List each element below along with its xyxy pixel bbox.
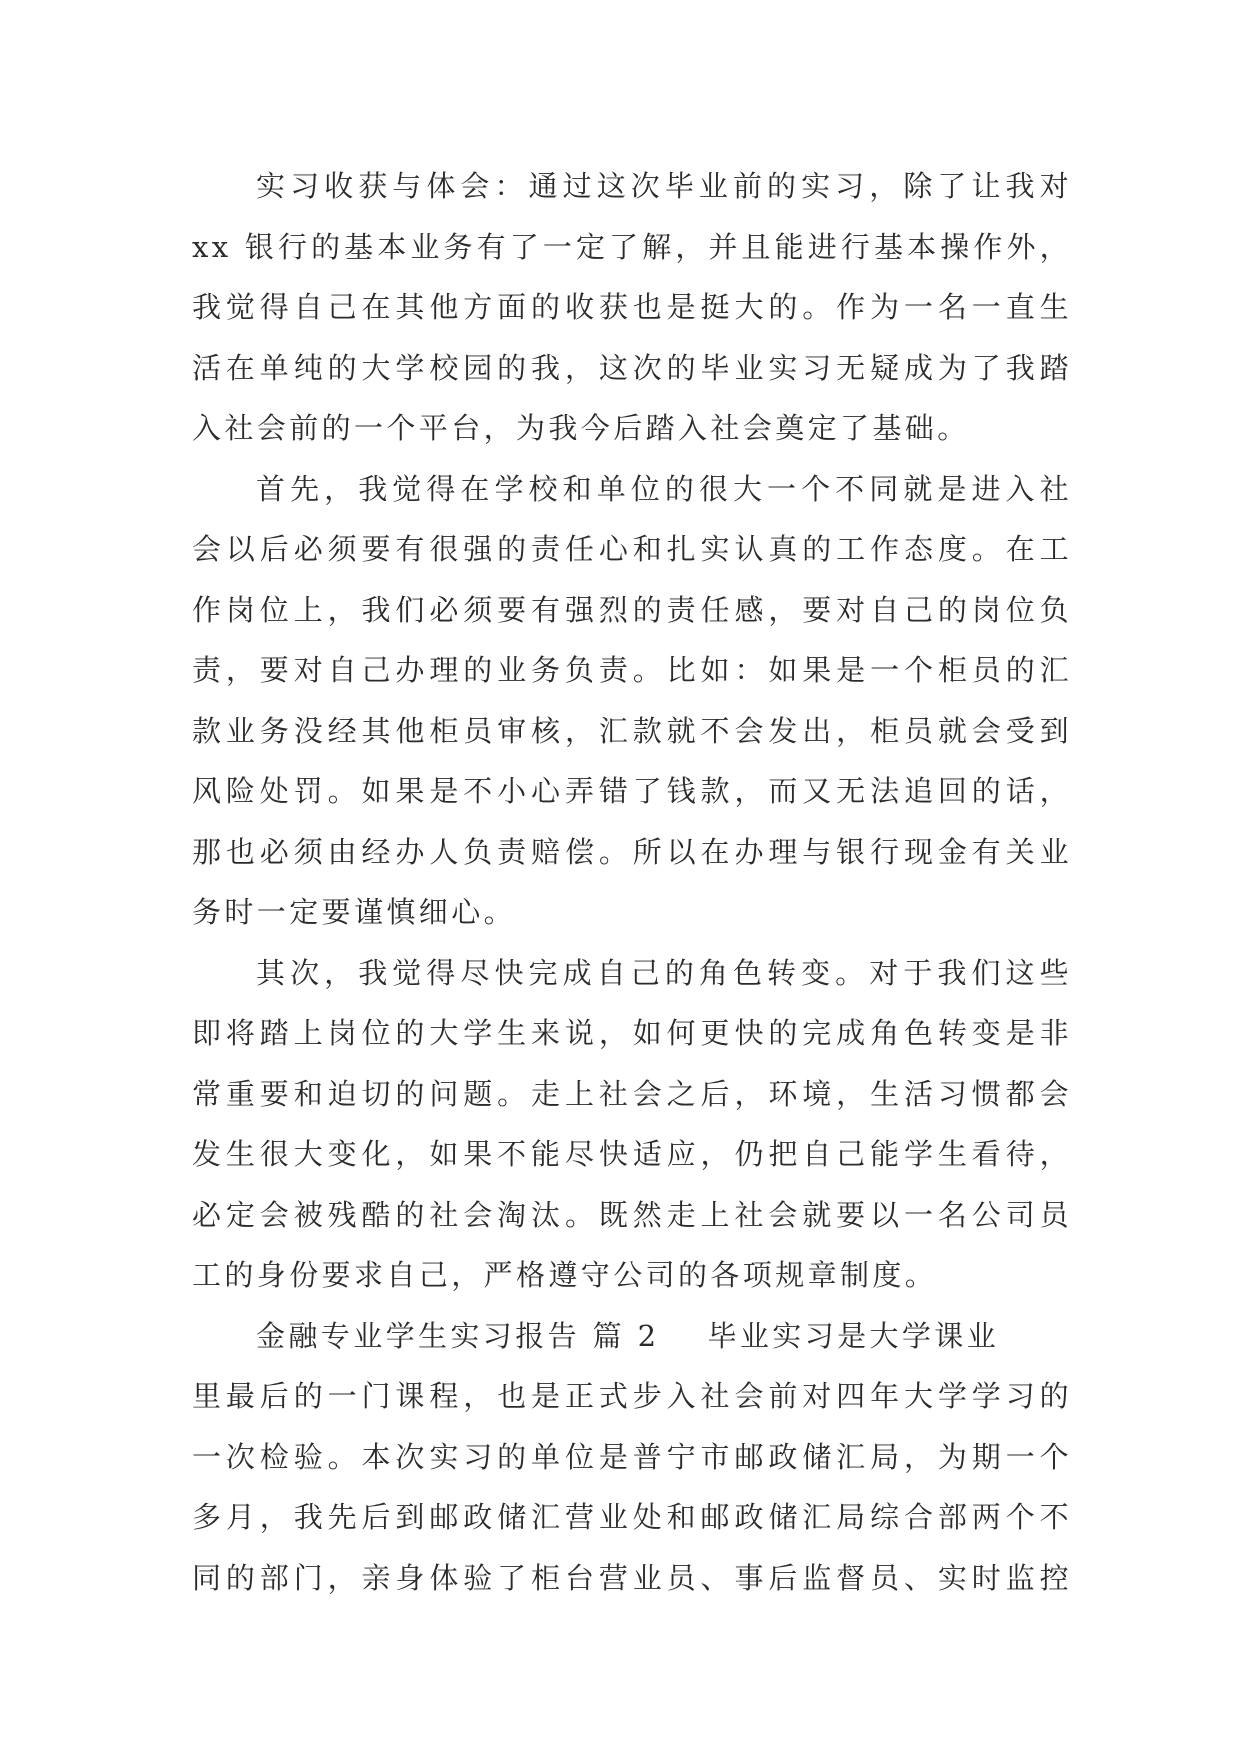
text-line: xx 银行的基本业务有了一定了解，并且能进行基本操作外， xyxy=(192,229,1072,264)
text-line: 责，要对自己办理的业务负责。比如：如果是一个柜员的汇 xyxy=(192,653,1072,687)
text-line: 多月，我先后到邮政储汇营业处和邮政储汇局综合部两个不 xyxy=(192,1500,1072,1534)
text-line: 会以后必须要有很强的责任心和扎实认真的工作态度。在工 xyxy=(192,532,1072,566)
text-line: 那也必须由经办人负责赔偿。所以在办理与银行现金有关业 xyxy=(192,834,1072,869)
text-line: 其次，我觉得尽快完成自己的角色转变。对于我们这些 xyxy=(256,955,1072,990)
text-line: 实习收获与体会：通过这次毕业前的实习，除了让我对 xyxy=(256,169,1072,203)
document-body xyxy=(192,156,1072,1608)
text-line: 发生很大变化，如果不能尽快适应，仍把自己能学生看待， xyxy=(192,1137,1072,1171)
paragraph-article-2 xyxy=(192,1306,1072,1609)
text-line: 工的身份要求自己，严格遵守公司的各项规章制度。 xyxy=(192,1258,938,1292)
text-line: 务时一定要谨慎细心。 xyxy=(192,895,517,929)
paragraph-internship-harvest xyxy=(192,156,1072,459)
article-first-line-text: 毕业实习是大学课业 xyxy=(707,1318,1000,1353)
text-line: 必定会被残酷的社会淘汰。既然走上社会就要以一名公司员 xyxy=(192,1197,1072,1232)
text-line: 款业务没经其他柜员审核，汇款就不会发出，柜员就会受到 xyxy=(192,713,1072,748)
text-line: 活在单纯的大学校园的我，这次的毕业实习无疑成为了我踏 xyxy=(192,350,1072,385)
text-line: 作岗位上，我们必须要有强烈的责任感，要对自己的岗位负 xyxy=(192,592,1072,627)
paragraph-first-point xyxy=(192,459,1072,943)
text-line: 即将踏上岗位的大学生来说，如何更快的完成角色转变是非 xyxy=(192,1016,1072,1050)
text-line: 里最后的一门课程，也是正式步入社会前对四年大学学习的 xyxy=(192,1379,1072,1413)
text-line: 常重要和迫切的问题。走上社会之后，环境，生活习惯都会 xyxy=(192,1076,1072,1111)
text-line: 一次检验。本次实习的单位是普宁市邮政储汇局，为期一个 xyxy=(192,1439,1072,1474)
text-line: 首先，我觉得在学校和单位的很大一个不同就是进入社 xyxy=(256,471,1072,506)
article-heading: 金融专业学生实习报告 篇 2 xyxy=(256,1318,660,1353)
text-line: 同的部门，亲身体验了柜台营业员、事后监督员、实时监控 xyxy=(192,1560,1072,1595)
text-line: 我觉得自己在其他方面的收获也是挺大的。作为一名一直生 xyxy=(192,290,1072,324)
text-line: 入社会前的一个平台，为我今后踏入社会奠定了基础。 xyxy=(192,411,970,445)
text-line: 风险处罚。如果是不小心弄错了钱款，而又无法追回的话， xyxy=(192,774,1072,808)
text-line xyxy=(192,1306,1072,1367)
paragraph-second-point xyxy=(192,943,1072,1306)
